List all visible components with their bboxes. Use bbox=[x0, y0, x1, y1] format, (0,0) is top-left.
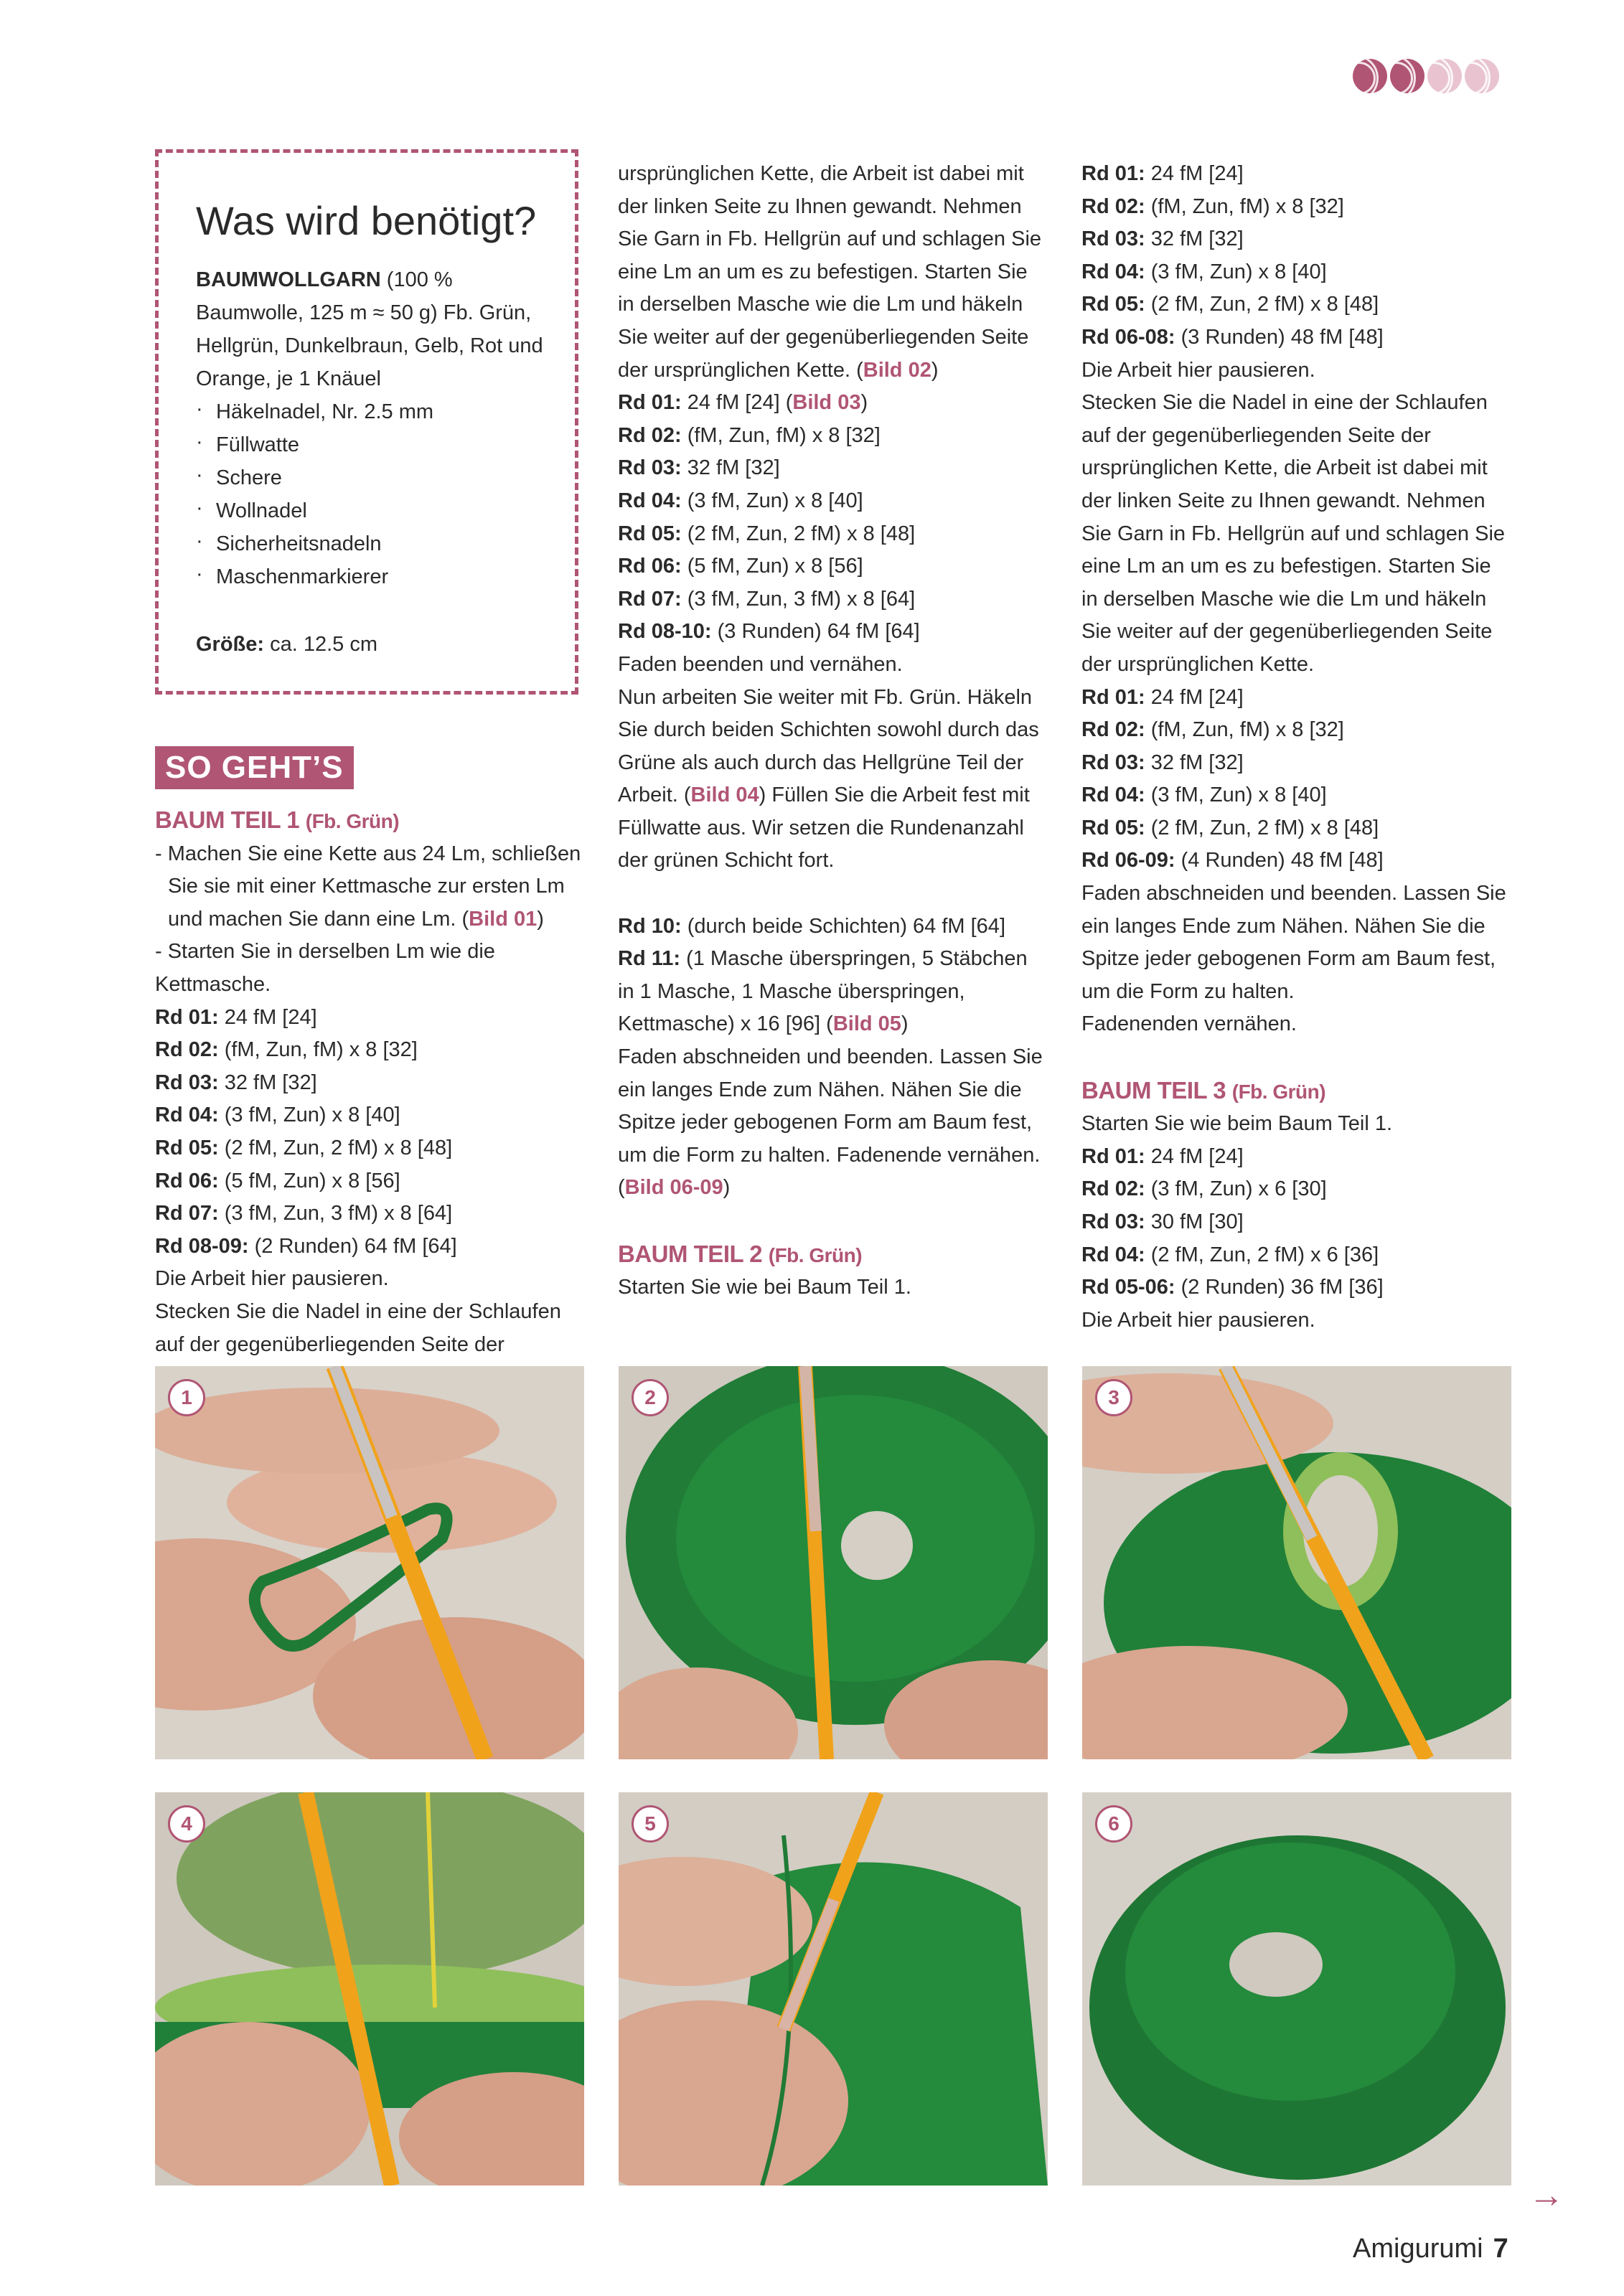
instruction: Starten Sie wie bei Baum Teil 1. bbox=[618, 1276, 911, 1299]
round-row: Rd 04: (3 fM, Zun) x 8 [40] bbox=[1081, 260, 1327, 283]
size-info: Größe: ca. 12.5 cm bbox=[196, 633, 378, 656]
round-row: Rd 01: 24 fM [24] bbox=[1081, 1144, 1244, 1168]
photo-step-1 bbox=[155, 1366, 584, 1759]
page-number: 7 bbox=[1493, 2234, 1508, 2264]
round-row: Rd 06-09: (4 Runden) 48 fM [48] bbox=[1081, 849, 1384, 872]
instruction: Faden beenden und vernähen. bbox=[618, 652, 903, 676]
round-row: Rd 01: 24 fM [24] bbox=[155, 1005, 317, 1029]
yarn-label: BAUMWOLLGARN bbox=[196, 268, 381, 291]
photo-step-2 bbox=[619, 1366, 1048, 1759]
photo-reference: Bild 01 bbox=[469, 907, 538, 931]
photo-number-badge: 4 bbox=[168, 1805, 205, 1843]
round-row: Rd 04: (3 fM, Zun) x 8 [40] bbox=[618, 489, 863, 512]
photo-reference: Bild 06-09 bbox=[624, 1176, 723, 1200]
instruction: Fadenenden vernähen. bbox=[1081, 1012, 1297, 1036]
list-item: · Füllwatte bbox=[196, 428, 553, 461]
round-row: Rd 05: (2 fM, Zun, 2 fM) x 8 [48] bbox=[1081, 293, 1379, 316]
instruction: Nun arbeiten Sie weiter mit Fb. Grün. Häkeln Sie durch beiden Schichten sowohl durch das Grüne als auch durch das Hellgrüne Teil der Arbeit. (Bild 04) Füllen Sie die Arbeit fest mit Füllwatte aus. Wir setzen die Rundenanzahl der grünen Schicht fort. bbox=[618, 685, 1039, 872]
part-1-heading: BAUM TEIL 1 (Fb. Grün) bbox=[155, 806, 400, 833]
round-row: Rd 10: (durch beide Schichten) 64 fM [64] bbox=[618, 914, 1005, 938]
list-item: · Sicherheitsnadeln bbox=[196, 527, 553, 560]
round-row: Rd 04: (2 fM, Zun, 2 fM) x 6 [36] bbox=[1081, 1243, 1379, 1266]
photo-number-badge: 1 bbox=[168, 1379, 205, 1416]
round-row: Rd 07: (3 fM, Zun, 3 fM) x 8 [64] bbox=[155, 1202, 453, 1225]
round-row: Rd 02: (fM, Zun, fM) x 8 [32] bbox=[1081, 718, 1344, 742]
yarn-ball-icon bbox=[1353, 59, 1387, 93]
round-row: Rd 04: (3 fM, Zun) x 8 [40] bbox=[1081, 784, 1327, 807]
round-row: Rd 03: 32 fM [32] bbox=[1081, 227, 1244, 251]
round-row: Rd 01: 24 fM [24] (Bild 03) bbox=[618, 391, 868, 415]
next-page-arrow-icon: → bbox=[1529, 2175, 1564, 2215]
list-item: · Wollnadel bbox=[196, 494, 553, 527]
round-row: Rd 02: (fM, Zun, fM) x 8 [32] bbox=[1081, 194, 1344, 218]
yarn-ball-icon bbox=[1390, 59, 1424, 93]
yarn-ball-icon bbox=[1427, 59, 1462, 93]
round-row: Rd 06: (5 fM, Zun) x 8 [56] bbox=[155, 1169, 400, 1192]
yarn-description: BAUMWOLLGARN (100 % Baumwolle, 125 m ≈ 50 g) Fb. Grün, Hellgrün, Dunkelbraun, Gelb, Rot und Orange, je 1 Knäuel bbox=[196, 268, 543, 390]
round-row: Rd 05-06: (2 Runden) 36 fM [36] bbox=[1081, 1276, 1384, 1299]
photo-reference: Bild 04 bbox=[690, 784, 759, 807]
photo-step-6 bbox=[1082, 1792, 1511, 2186]
instruction: Faden abschneiden und beenden. Lassen Sie ein langes Ende zum Nähen. Nähen Sie die Spitze jeder gebogenen Form am Baum fest, um die Form zu halten. Fadenende vernähen. (Bild 06-09) bbox=[618, 1045, 1043, 1200]
difficulty-indicator bbox=[1353, 59, 1505, 96]
magazine-name: Amigurumi bbox=[1353, 2234, 1483, 2264]
photo-number-badge: 5 bbox=[632, 1805, 669, 1843]
round-row: Rd 11: (1 Masche überspringen, 5 Stäbchen in 1 Masche, 1 Masche überspringen, Kettmasche) x 16 [96] (Bild 05) bbox=[618, 947, 1028, 1036]
round-row: Rd 01: 24 fM [24] bbox=[1081, 162, 1244, 185]
part-2-heading: BAUM TEIL 2 (Fb. Grün) bbox=[618, 1240, 863, 1267]
photo-number-badge: 6 bbox=[1095, 1805, 1132, 1843]
round-row: Rd 03: 32 fM [32] bbox=[1081, 751, 1244, 774]
round-row: Rd 06: (5 fM, Zun) x 8 [56] bbox=[618, 555, 863, 578]
instruction: ursprünglichen Kette, die Arbeit ist dabei mit der linken Seite zu Ihnen gewandt. Nehmen Sie Garn in Fb. Hellgrün auf und schlagen Sie eine Lm an um es zu befestigen. Starten Sie in derselben Masche wie die Lm und häkeln Sie weiter auf der gegenüberliegenden Seite der ursprünglichen Kette. (Bild 02) bbox=[618, 162, 1042, 382]
instruction: Starten Sie wie beim Baum Teil 1. bbox=[1081, 1112, 1393, 1136]
round-row: Rd 05: (2 fM, Zun, 2 fM) x 8 [48] bbox=[1081, 816, 1379, 839]
round-row: Rd 02: (fM, Zun, fM) x 8 [32] bbox=[155, 1038, 418, 1062]
round-row: Rd 01: 24 fM [24] bbox=[1081, 685, 1244, 709]
photo-reference: Bild 05 bbox=[832, 1012, 901, 1036]
section-header: SO GEHT’S bbox=[155, 746, 354, 789]
round-row: Rd 03: 32 fM [32] bbox=[618, 456, 780, 480]
round-row: Rd 04: (3 fM, Zun) x 8 [40] bbox=[155, 1104, 400, 1127]
photo-step-4 bbox=[155, 1792, 584, 2186]
round-row: Rd 03: 32 fM [32] bbox=[155, 1071, 317, 1094]
instruction: Faden abschneiden und beenden. Lassen Sie ein langes Ende zum Nähen. Nähen Sie die Spitze jeder gebogenen Form am Baum fest, um die Form zu halten. bbox=[1081, 882, 1506, 1003]
yarn-ball-icon bbox=[1465, 59, 1499, 93]
round-row: Rd 05: (2 fM, Zun, 2 fM) x 8 [48] bbox=[618, 522, 916, 545]
instruction: - Starten Sie in derselben Lm wie die Kettmasche. bbox=[155, 940, 495, 996]
column-2 bbox=[618, 158, 1048, 1304]
part-3-heading: BAUM TEIL 3 (Fb. Grün) bbox=[1081, 1076, 1326, 1104]
photo-step-5 bbox=[619, 1792, 1048, 2186]
round-row: Rd 02: (fM, Zun, fM) x 8 [32] bbox=[618, 423, 881, 447]
round-row: Rd 02: (3 fM, Zun) x 6 [30] bbox=[1081, 1177, 1327, 1201]
instruction: Die Arbeit hier pausieren. bbox=[1081, 1308, 1315, 1332]
round-row: Rd 03: 30 fM [30] bbox=[1081, 1210, 1244, 1233]
round-row: Rd 08-09: (2 Runden) 64 fM [64] bbox=[155, 1234, 457, 1258]
instruction: Die Arbeit hier pausieren. bbox=[155, 1267, 389, 1291]
photo-reference: Bild 02 bbox=[863, 358, 931, 382]
round-row: Rd 07: (3 fM, Zun, 3 fM) x 8 [64] bbox=[618, 587, 916, 611]
list-item: · Häkelnadel, Nr. 2.5 mm bbox=[196, 395, 553, 428]
materials-box bbox=[155, 149, 578, 695]
photo-step-3 bbox=[1082, 1366, 1511, 1759]
list-item: · Maschenmarkierer bbox=[196, 560, 553, 593]
instruction: Die Arbeit hier pausieren. bbox=[1081, 358, 1315, 382]
page-footer bbox=[1353, 2234, 1508, 2264]
tools-list bbox=[196, 395, 553, 593]
round-row: Rd 05: (2 fM, Zun, 2 fM) x 8 [48] bbox=[155, 1136, 453, 1159]
column-3 bbox=[1081, 158, 1512, 1337]
column-1 bbox=[155, 804, 586, 1361]
photo-number-badge: 2 bbox=[632, 1379, 669, 1416]
instruction: Stecken Sie die Nadel in eine der Schlaufen auf der gegenüberliegenden Seite der ursprünglichen Kette, die Arbeit ist dabei mit der linken Seite zu Ihnen gewandt. Nehmen Sie Garn in Fb. Hellgrün auf und schlagen Sie eine Lm an um es zu befestigen. Starten Sie in derselben Masche wie die Lm und häkeln Sie weiter auf der gegenüberliegenden Seite der ursprünglichen Kette. bbox=[1081, 391, 1506, 676]
round-row: Rd 08-10: (3 Runden) 64 fM [64] bbox=[618, 620, 920, 644]
instruction: - Machen Sie eine Kette aus 24 Lm, schließen Sie sie mit einer Kettmasche zur ersten Lm und machen Sie dann eine Lm. (Bild 01) bbox=[155, 842, 581, 931]
photo-reference: Bild 03 bbox=[792, 391, 861, 415]
photo-number-badge: 3 bbox=[1095, 1379, 1132, 1416]
materials-title: Was wird benötigt? bbox=[196, 198, 537, 243]
instruction: Stecken Sie die Nadel in eine der Schlaufen auf der gegenüberliegenden Seite der bbox=[155, 1299, 561, 1356]
list-item: · Schere bbox=[196, 461, 553, 494]
round-row: Rd 06-08: (3 Runden) 48 fM [48] bbox=[1081, 325, 1384, 349]
